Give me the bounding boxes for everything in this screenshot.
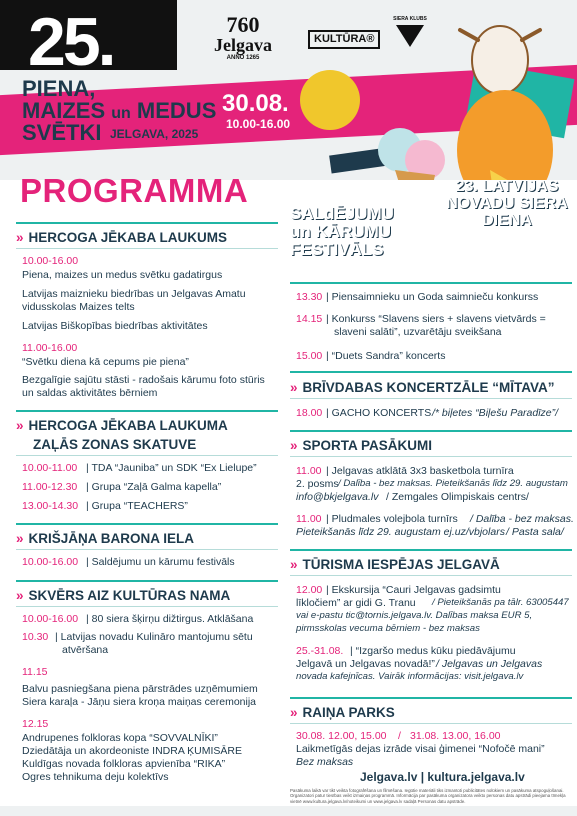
event-item: Andrupenes folkloras kopa “SOVVALNĪKI” [22,732,218,744]
event-item: | Latvijas novadu Kulināro mantojumu sētu [55,631,253,643]
event-item: Laikmetīgās dejas izrāde visai ģimenei “Nofočē mani” [296,743,545,755]
event-item: | Saldējumu un kārumu festivāls [86,556,235,568]
event-item: | Piensaimnieku un Goda saimnieču konkurss [326,291,539,303]
chevron-icon: » [16,588,24,603]
separator: / [398,730,401,742]
event-email: info@bkjelgava.lv [296,491,379,503]
section-divider [16,248,278,249]
program-title: PROGRAMMA [20,172,249,209]
event-item: Siera karaļa - Jāņu siera kroņa maiņas ceremonija [22,696,257,708]
chevron-icon: » [16,531,24,546]
section-divider [16,455,278,456]
section-title: » SKVĒRS AIZ KULTŪRAS NAMA [16,588,231,603]
chevron-icon: » [16,230,24,245]
event-item: | Pludmales volejbola turnīrs [326,513,458,525]
event-item: Jelgavā un Jelgavas novadā!” [296,658,435,670]
section-divider [290,575,572,576]
event-date: 30.08. [222,90,289,117]
time-label: 10.00-16.00 [22,255,79,267]
event-item: slaveni salāti”, uzvarētāju sveikšana [334,326,502,338]
event-item: Ogres tehnikuma deju kolektīvs [22,771,169,783]
section-divider [290,371,572,373]
event-note: Pieteikšanās līdz 29. augustam ej.uz/vbjolars [296,526,505,538]
bottom-bar [0,806,577,816]
time-label: 10.30 [22,631,49,643]
section-divider [16,606,278,607]
event-item: | Grupa “Zaļā Galma kapella” [86,481,222,493]
time-label: 11.00-12.30 [22,481,78,493]
event-item: Dziedātāja un akordeoniste INDRA ĶUMISĀRE [22,745,243,757]
section-divider [290,430,572,432]
event-item: un saldas aktivitātes bērniem [22,387,158,399]
event-note: /* biļetes “Biļešu Paradīze”/ [432,407,559,419]
section-divider [16,410,278,412]
time-label: 10.00-16.00 [22,613,79,625]
fine-print: Pasākuma laikā var tikt veikta fotografēšana un filmēšana. Iegūtie materiāli tiks izmantoti publicitātes nolūkiem un pasākuma atspoguļošanai. Organizatori patur tiesības veikt izmaiņas programmā. Informācija par pasākuma organizatora veikto personas datu apstrādi pieejama tīmekļa vietnē www.kultura.jelgava.lv/noteikumi un www.jelgava.lv sadaļā Personas datu apstrāde. [290,788,566,804]
time-label: 12.15 [22,718,49,730]
time-label: 31.08. 13.00, 16.00 [410,730,501,742]
section-divider [290,697,572,699]
section-title: » SPORTA PASĀKUMI [290,438,433,453]
event-item: | “Duets Sandra” koncerts [326,350,446,362]
event-item: vidusskolas Maizes telts [22,301,135,313]
section-title: » RAIŅA PARKS [290,705,395,720]
cheese-day-title: 23. LATVIJAS NOVADU SIERA DIENA [446,178,568,229]
event-item: | 80 siera šķirņu dižtirgus. Atklāšana [86,613,254,625]
event-item: 2. posms [296,478,339,490]
chevron-icon: » [290,557,298,572]
section-title: » BRĪVDABAS KONCERTZĀLE “MĪTAVA” [290,380,555,395]
footer-links[interactable]: Jelgava.lv | kultura.jelgava.lv [360,770,525,784]
event-item: atvēršana [62,644,109,656]
chevron-icon: » [16,418,24,433]
title-line-3: SVĒTKI [22,120,102,145]
event-note: pirmsskolas vecuma bērniem - bez maksas [296,623,480,634]
time-label: 15.00 [296,350,323,362]
section-title: » TŪRISMA IESPĒJAS JELGAVĀ [290,557,500,572]
event-time: 10.00-16.00 [226,117,291,131]
event-note: / Dalība - bez maksas. [470,513,574,525]
section-divider [16,222,278,224]
section-title: » HERCOGA JĒKABA LAUKUMS [16,230,228,245]
chevron-icon: » [290,705,298,720]
time-label: 10.00-16.00 [22,556,79,568]
time-label: 11.15 [22,666,48,678]
event-note: vai e-pastu tic@tornis.jelgava.lv. Dalības maksa EUR 5, [296,610,533,621]
event-note: Bez maksas [296,756,354,768]
time-label: 11.00 [296,465,322,477]
siera-klubs-logo: SIERA KLUBS [390,16,430,47]
event-item: “Svētku diena kā cepums pie piena” [22,356,189,368]
event-note: / Pieteikšanās pa tālr. 63005447 [432,597,569,608]
event-item: | Jelgavas atklātā 3x3 basketbola turnīra [326,465,514,477]
section-divider [290,723,572,724]
time-label: 25.-31.08. [296,645,344,657]
event-item: | Grupa “TEACHERS” [86,500,188,512]
cow-mascot-illustration [340,10,570,180]
time-label: 11.00-16.00 [22,342,78,354]
time-label: 12.00 [296,584,323,596]
jelgava-logo: 760 Jelgava ANNO 1265 [214,12,272,61]
section-title: » KRIŠJĀŅA BARONA IELA [16,531,195,546]
event-note: / Zemgales Olimpiskais centrs/ [386,491,529,503]
section-divider [290,398,572,399]
event-item: Latvijas Biškopības biedrības aktivitātes [22,320,208,332]
event-item: līkločiem” ar gidi G. Tranu [296,597,416,609]
event-item: Kuldīgas novada folkloras apvienība “RIKA” [22,758,226,770]
time-label: 18.00 [296,407,323,419]
event-item: Latvijas maiznieku biedrības un Jelgavas Amatu [22,288,246,300]
section-divider [290,549,572,551]
time-label: 10.00-11.00 [22,462,78,474]
title-subtitle: JELGAVA, 2025 [110,127,199,141]
event-note: / Jelgavas un Jelgavas [436,658,543,670]
festival-title: SALdĒJUMU un KĀRUMU FESTIVĀLS [290,204,394,259]
section-divider [16,580,278,582]
chevron-icon: » [290,438,298,453]
event-note: / Dalība - bez maksas. Pieteikšanās līdz 29. augustam [338,478,568,489]
event-item: | “Izgaršo medus kūku piedāvājumu [350,645,516,657]
time-label: 30.08. 12.00, 15.00 [296,730,387,742]
time-label: 14.15 [296,313,323,325]
time-label: 11.00 [296,513,322,525]
event-item: | Ekskursija “Cauri Jelgavas gadsimtu [326,584,501,596]
event-note: novada kafejnīcas. Vairāk informācijas: visit.jelgava.lv [296,671,524,682]
event-item: Bezgalīgie sajūtu stāsti - radošais kārumu foto stūris [22,374,265,386]
event-note: / Pasta sala/ [506,526,564,538]
event-item: Piena, maizes un medus svētku gadatirgus [22,269,223,281]
event-item: | GACHO KONCERTS [326,407,432,419]
section-divider [290,456,572,457]
section-divider [16,549,278,550]
chevron-icon: » [290,380,298,395]
section-title: » HERCOGA JĒKABA LAUKUMA [16,418,228,433]
time-label: 13.30 [296,291,323,303]
event-item: | Konkurss “Slavens siers + slavens vietvārds = [326,313,546,325]
kultura-logo: KULTŪRA® [308,30,380,49]
section-divider [290,282,572,284]
anniversary-number: 25. [28,4,114,80]
title-line-1: PIENA, [22,76,96,101]
section-divider [16,523,278,525]
time-label: 13.00-14.30 [22,500,79,512]
event-item: Balvu pasniegšana piena pārstrādes uzņēmumiem [22,683,258,695]
header [0,0,577,180]
section-title-2: ZAĻĀS ZONAS SKATUVE [33,437,197,452]
event-item: | TDA “Jauniba” un SDK “Ex Lielupe” [86,462,257,474]
title-line-2: MAIZES un MEDUS [22,98,217,123]
